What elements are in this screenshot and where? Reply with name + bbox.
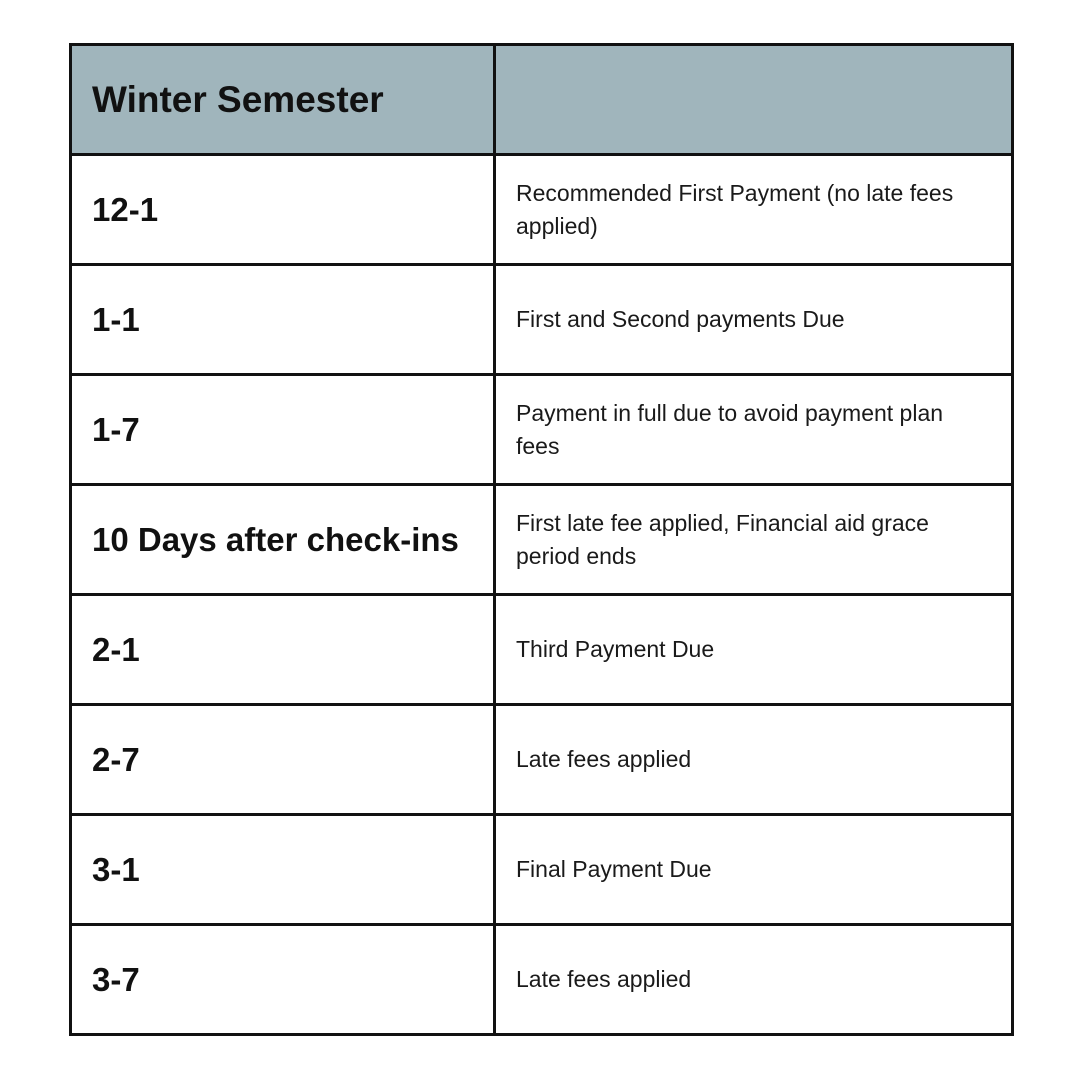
description-cell: Late fees applied [495,705,1013,815]
table-row [71,265,1013,375]
table-row [71,815,1013,925]
description-cell: Recommended First Payment (no late fees applied) [495,155,1013,265]
date-cell: 2-1 [71,595,495,705]
payment-schedule-table [69,43,1014,1036]
description-cell: Late fees applied [495,925,1013,1035]
table-header-title: Winter Semester [71,45,495,155]
date-cell: 10 Days after check-ins [71,485,495,595]
table-row [71,705,1013,815]
table-row [71,375,1013,485]
table-row [71,595,1013,705]
date-cell: 1-7 [71,375,495,485]
date-cell: 3-7 [71,925,495,1035]
table-row [71,485,1013,595]
table-row [71,155,1013,265]
description-cell: First late fee applied, Financial aid grace period ends [495,485,1013,595]
description-cell: Final Payment Due [495,815,1013,925]
table-row [71,925,1013,1035]
date-cell: 1-1 [71,265,495,375]
date-cell: 12-1 [71,155,495,265]
date-cell: 3-1 [71,815,495,925]
table-header-row [71,45,1013,155]
table-header-empty [495,45,1013,155]
date-cell: 2-7 [71,705,495,815]
description-cell: Third Payment Due [495,595,1013,705]
description-cell: Payment in full due to avoid payment plan fees [495,375,1013,485]
description-cell: First and Second payments Due [495,265,1013,375]
